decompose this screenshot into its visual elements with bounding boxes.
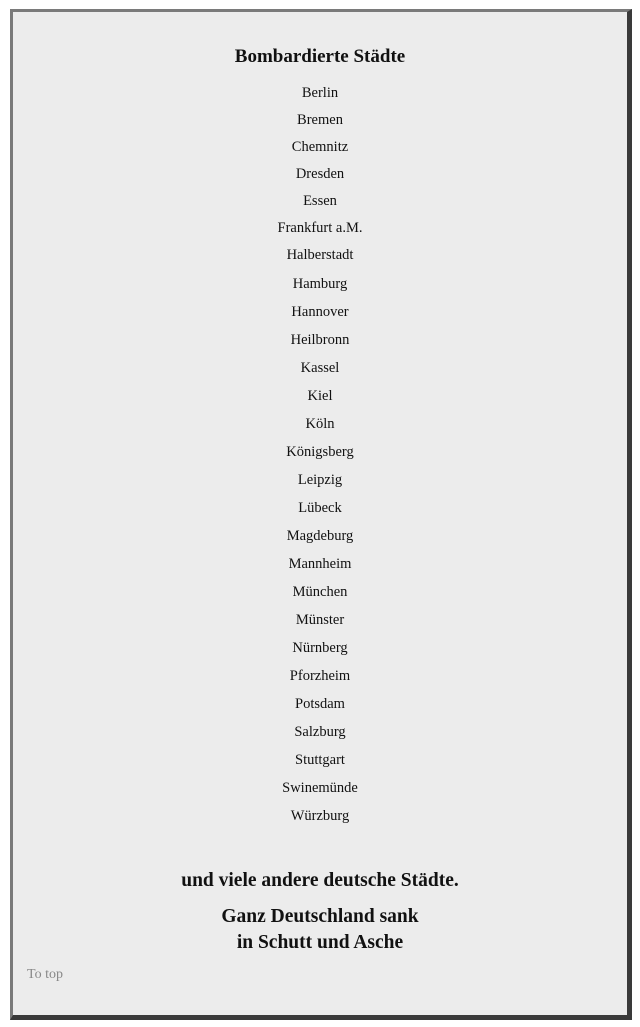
page-title: Bombardierte Städte: [234, 46, 406, 67]
city-item-kassel: Kassel: [300, 360, 340, 376]
closing-line: und viele andere deutsche Städte.: [181, 870, 459, 891]
city-item-wuerzburg: Würzburg: [290, 808, 350, 824]
city-item-dresden: Dresden: [295, 166, 345, 182]
to-top-link[interactable]: To top: [27, 967, 63, 982]
city-item-salzburg: Salzburg: [294, 724, 346, 740]
city-item-magdeburg: Magdeburg: [286, 528, 354, 544]
city-item-koenigsberg: Königsberg: [286, 444, 354, 460]
city-item-swinemuende: Swinemünde: [282, 780, 358, 796]
content-frame: [10, 9, 632, 1020]
city-item-luebeck: Lübeck: [298, 500, 342, 516]
city-item-koeln: Köln: [305, 416, 335, 432]
city-item-mannheim: Mannheim: [288, 556, 352, 572]
closing-headline-line2: in Schutt und Asche: [236, 932, 404, 953]
city-item-nuernberg: Nürnberg: [292, 640, 348, 656]
city-item-pforzheim: Pforzheim: [289, 668, 351, 684]
city-item-hamburg: Hamburg: [292, 276, 348, 292]
city-item-leipzig: Leipzig: [297, 472, 343, 488]
city-item-chemnitz: Chemnitz: [291, 139, 349, 155]
city-item-kiel: Kiel: [307, 388, 333, 404]
city-item-potsdam: Potsdam: [295, 696, 345, 712]
city-item-hannover: Hannover: [291, 304, 349, 320]
city-item-berlin: Berlin: [301, 85, 339, 101]
city-item-bremen: Bremen: [297, 112, 343, 128]
city-item-muenster: Münster: [295, 612, 345, 628]
closing-headline-line1: Ganz Deutschland sank: [221, 906, 419, 927]
city-item-heilbronn: Heilbronn: [290, 332, 350, 348]
city-item-essen: Essen: [303, 193, 337, 209]
city-item-frankfurt: Frankfurt a.M.: [277, 220, 363, 236]
city-item-stuttgart: Stuttgart: [295, 752, 345, 768]
city-item-muenchen: München: [292, 584, 348, 600]
city-item-halberstadt: Halberstadt: [286, 247, 354, 263]
